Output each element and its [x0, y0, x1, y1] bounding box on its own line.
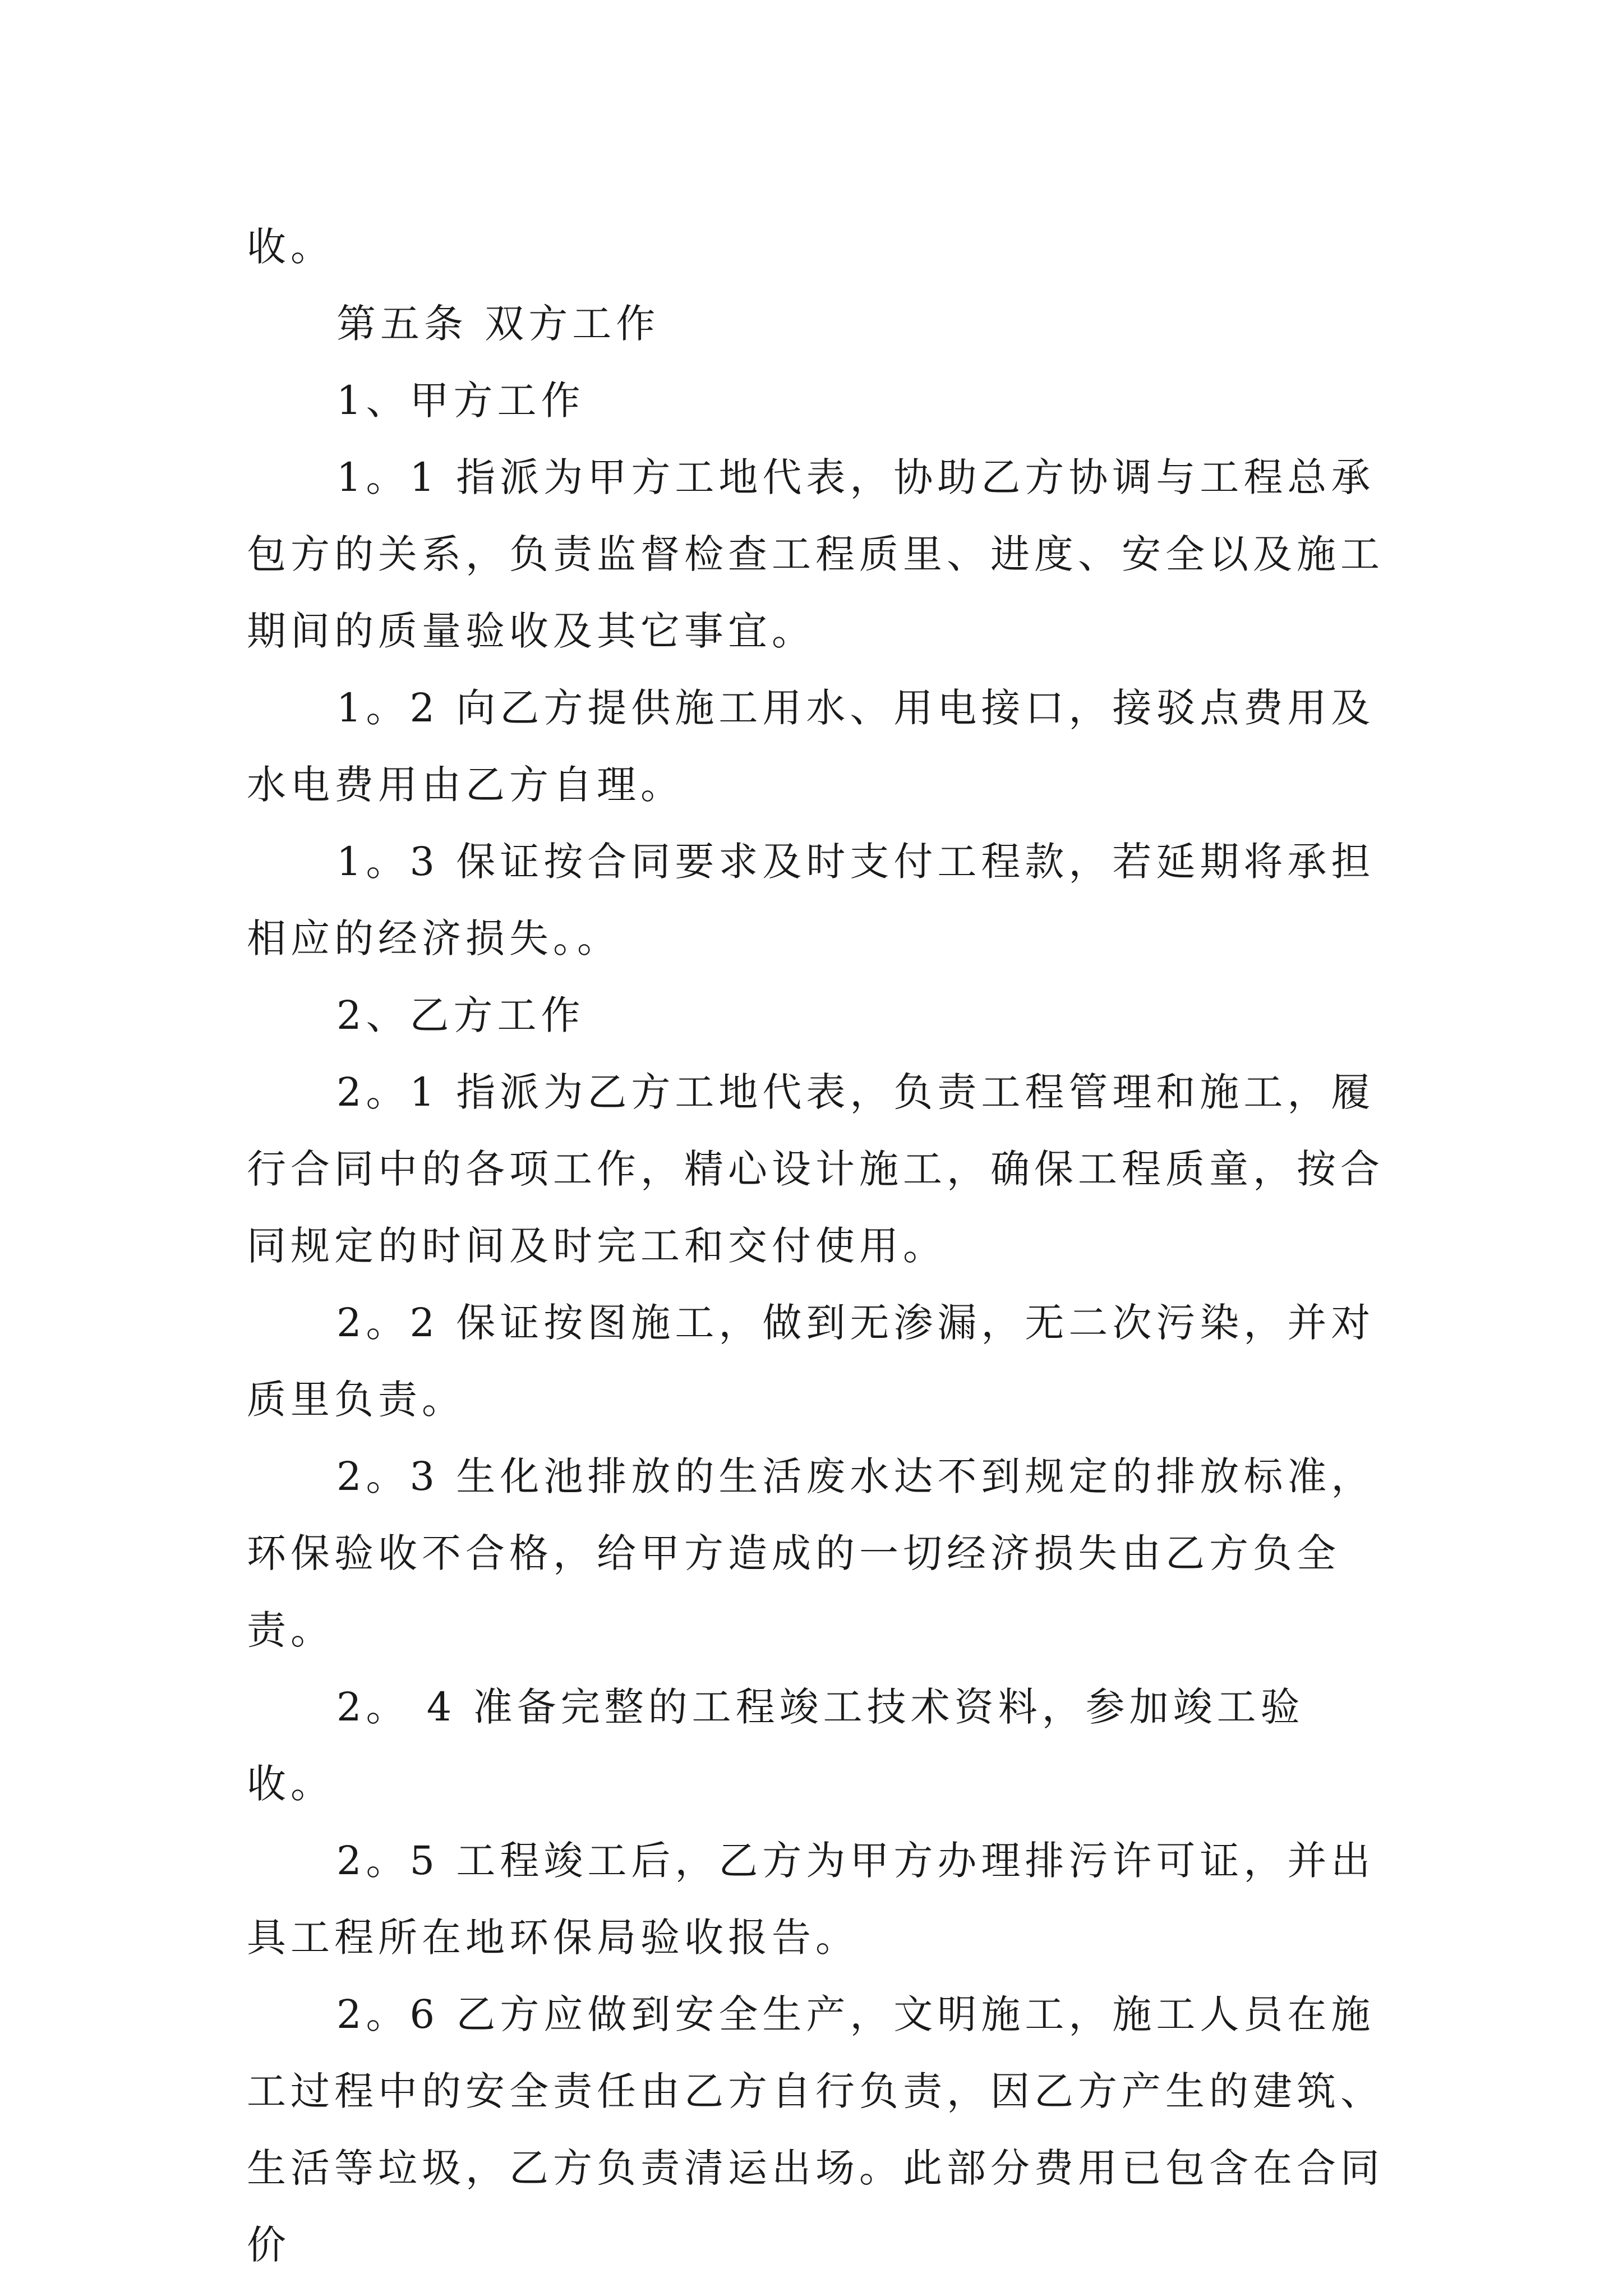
clause-2-1: 2。1 指派为乙方工地代表，负责工程管理和施工，履行合同中的各项工作，精心设计施工，确保工程质童，按合同规定的时间及时完工和交付使用。 [247, 1069, 1384, 1269]
clause-2-3: 2。3 生化池排放的生活废水达不到规定的排放标准，环保验收不合格，给甲方造成的一切经济损失由乙方负全责。 [247, 1453, 1375, 1653]
document-body [247, 209, 1391, 2284]
clause-2-6: 2。6 乙方应做到安全生产，文明施工，施工人员在施工过程中的安全责任由乙方自行负责，因乙方产生的建筑、生活等垃圾，乙方负责清运出场。此部分费用已包含在合同价 [247, 1991, 1384, 2268]
paragraph-continuation: 收。 [247, 224, 334, 270]
clause-1-1: 1。1 指派为甲方工地代表，协助乙方协调与工程总承包方的关系，负责监督检查工程质里、进度、安全以及施工期间的质量验收及其它事宜。 [247, 454, 1384, 654]
section-heading-party-a: 1、甲方工作 [336, 378, 585, 424]
section-heading-party-b: 2、乙方工作 [336, 992, 585, 1038]
clause-2-2: 2。2 保证按图施工，做到无渗漏，无二次污染，并对质里负责。 [247, 1300, 1375, 1423]
clause-2-5: 2。5 工程竣工后，乙方为甲方办理排污许可证，并出具工程所在地环保局验收报告。 [247, 1838, 1375, 1961]
article-heading: 第五条 双方工作 [336, 301, 660, 347]
clause-1-2: 1。2 向乙方提供施工用水、用电接口，接驳点费用及水电费用由乙方自理。 [247, 685, 1375, 808]
clause-2-4: 2。 4 准备完整的工程竣工技术资料，参加竣工验收。 [247, 1684, 1304, 1807]
clause-1-3: 1。3 保证按合同要求及时支付工程款，若延期将承担相应的经济损失。。 [247, 839, 1375, 961]
